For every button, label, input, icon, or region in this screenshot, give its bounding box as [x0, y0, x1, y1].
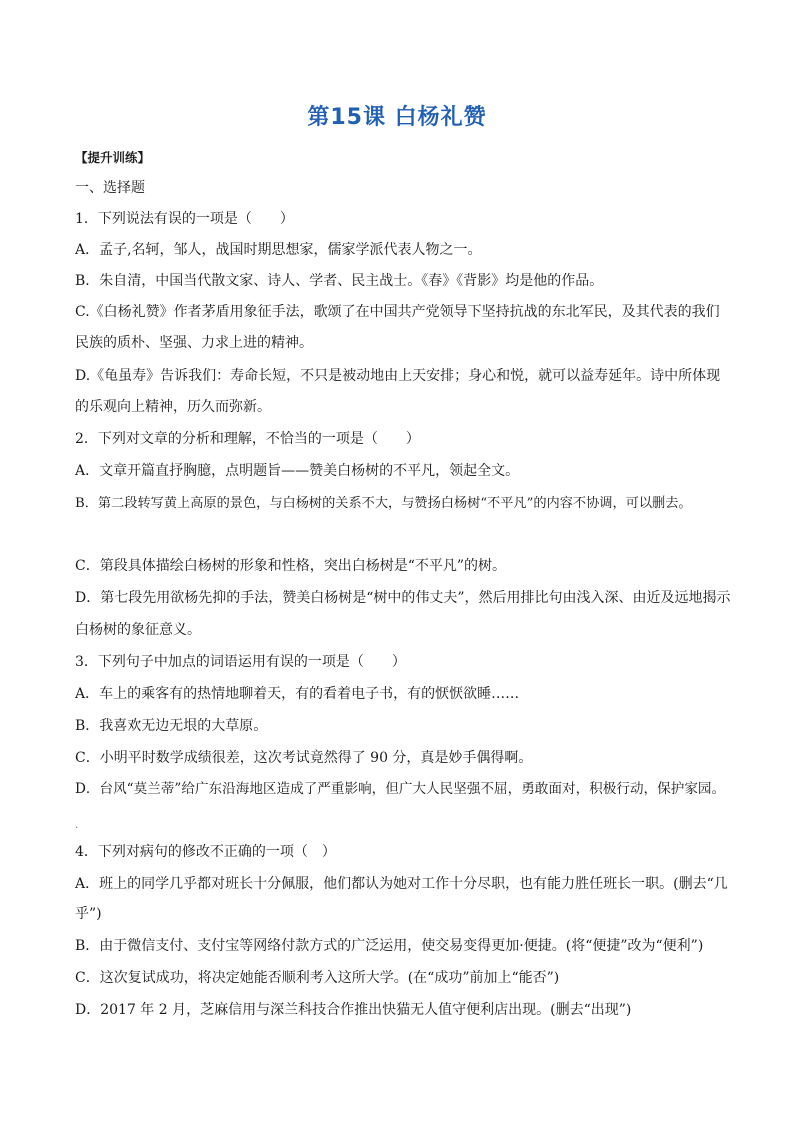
- question-4-stem: 4．下列对病句的修改不正确的一项（ ）: [75, 844, 336, 860]
- question-3-option-a: A．车上的乘客有的热情地聊着天，有的看着电子书，有的恹恹欲睡……: [75, 686, 520, 702]
- question-3-option-b: B．我喜欢无边无垠的大草原。: [75, 718, 268, 734]
- question-4-option-a-line1: A．班上的同学几乎都对班长十分佩服，他们都认为她对工作十分尽职，也有能力胜任班长一职。(删去“几: [75, 876, 728, 892]
- question-1-option-d-line1: D.《龟虽寿》告诉我们：寿命长短，不只是被动地由上天安排；身心和悦，就可以益寿延年。诗中所体现: [75, 368, 721, 384]
- question-4-option-c: C．这次复试成功，将决定她能否顺利考入这所大学。(在“成功”前加上“能否”): [75, 970, 560, 986]
- question-4-option-d: D．2017 年 2 月，芝麻信用与深兰科技合作推出快猫无人值守便利店出现。(删去“出现”): [75, 1002, 632, 1018]
- question-1-option-b: B．朱自清，中国当代散文家、诗人、学者、民主战士。《春》《背影》均是他的作品。: [75, 273, 604, 289]
- page-title: 第15课 白杨礼赞: [307, 105, 487, 130]
- question-4-option-a-line2: 乎”): [75, 906, 102, 922]
- question-3-option-d: D．台风“莫兰蒂”给广东沿海地区造成了严重影响，但广大人民坚强不屈，勇敢面对，积极行动，保护家园。: [75, 781, 726, 797]
- question-1-option-c-line1: C.《白杨礼赞》作者茅盾用象征手法，歌颂了在中国共产党领导下坚持抗战的东北军民，及其代表的我们: [75, 304, 720, 320]
- stray-dot-mark: .: [75, 820, 79, 831]
- question-1-option-c-line2: 民族的质朴、坚强、力求上进的精神。: [75, 335, 313, 351]
- question-4-option-b: B．由于微信支付、支付宝等网络付款方式的广泛运用，使交易变得更加·便捷。(将“便捷”改为“便利”): [75, 938, 704, 954]
- question-3-stem: 3．下列句子中加点的词语运用有误的一项是（ ）: [75, 654, 406, 670]
- question-2-stem: 2．下列对文章的分析和理解，不恰当的一项是（ ）: [75, 431, 420, 447]
- section-tag: 【提升训练】: [75, 150, 151, 165]
- question-2-option-d-line1: D．第七段先用欲杨先抑的手法，赞美白杨树是“树中的伟丈夫”，然后用排比句由浅入深、由近及远地揭示: [75, 590, 731, 606]
- question-1-option-d-line2: 的乐观向上精神，历久而弥新。: [75, 399, 271, 415]
- question-2-option-d-line2: 白杨树的象征意义。: [75, 622, 201, 638]
- question-1-option-a: A．孟子,名轲，邹人，战国时期思想家，儒家学派代表人物之一。: [75, 242, 482, 258]
- question-2-option-a: A．文章开篇直抒胸臆，点明题旨——赞美白杨树的不平凡，领起全文。: [75, 463, 520, 479]
- question-1-stem: 1．下列说法有误的一项是（ ）: [75, 211, 294, 227]
- question-2-option-b: B．第二段转写黄上高原的景色，与白杨树的关系不大，与赞扬白杨树“不平凡”的内容不协调，可以删去。: [75, 496, 692, 511]
- question-2-option-c: C．第段具体描绘白杨树的形象和性格，突出白杨树是“不平凡”的树。: [75, 558, 507, 574]
- question-3-option-c: C．小明平时数学成绩很差，这次考试竟然得了 90 分，真是妙手偶得啊。: [75, 750, 533, 766]
- section-heading: 一、选择题: [75, 180, 145, 196]
